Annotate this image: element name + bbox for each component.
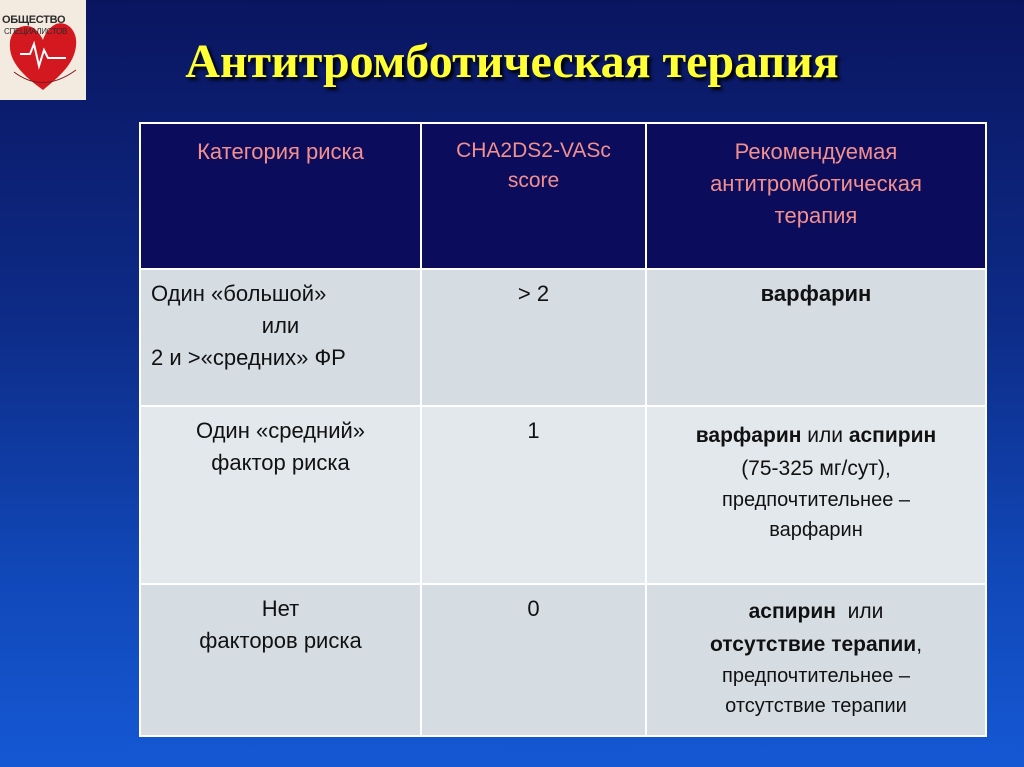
risk-line: 2 и >«средних» ФР [151,345,346,370]
header-score-line2: score [507,169,560,192]
header-therapy-line3: терапия [774,203,858,228]
therapy-preference-value: отсутствие терапии [725,695,907,717]
score-cell [421,269,646,406]
risk-category-cell [140,406,421,584]
therapy-options [647,419,985,452]
therapy-preference-value: варфарин [769,519,863,541]
risk-line: Один «средний» [195,418,366,443]
score-value: 0 [527,596,540,621]
logo-text-line1: ОБЩЕСТВО [2,14,66,26]
therapy-comma: , [916,633,923,656]
table-row [140,406,986,584]
score-value: > 2 [517,281,550,306]
therapy-none: отсутствие терапии [709,633,917,656]
header-risk-category-label: Категория риска [197,139,364,164]
therapy-cell [646,269,986,406]
table-row [140,269,986,406]
risk-line: факторов риска [199,628,362,653]
score-cell [421,406,646,584]
risk-category-cell [140,584,421,736]
therapy-drug: варфарин [760,281,872,306]
logo-text-line2: СПЕЦИАЛИСТОВ [4,27,68,36]
header-therapy [646,123,986,269]
therapy-or: или [801,424,849,447]
therapy-preference: предпочтительнее – [721,489,911,511]
therapy-drug: аспирин [848,424,937,447]
therapy-drug: аспирин [748,600,836,623]
therapy-cell [646,406,986,584]
header-score [421,123,646,269]
header-therapy-line1: Рекомендуемая [734,139,898,164]
score-cell [421,584,646,736]
therapy-or: или [835,600,884,623]
risk-line: Один «большой» [151,281,327,306]
therapy-dose: (75-325 мг/сут), [741,457,891,480]
therapy-options [647,595,985,628]
risk-line: Нет [261,596,300,621]
therapy-drug: варфарин [695,424,802,447]
risk-line: или [261,313,300,338]
risk-line: фактор риска [211,450,350,475]
risk-category-cell [140,269,421,406]
therapy-preference: предпочтительнее – [721,665,911,687]
header-score-line1: CHA2DS2-VASc [456,139,611,162]
therapy-cell [646,584,986,736]
header-therapy-line2: антитромботическая [710,171,922,196]
score-value: 1 [527,418,540,443]
therapy-table [139,122,987,737]
header-risk-category [140,123,421,269]
therapy-none-option [647,628,985,661]
table-row [140,584,986,736]
slide-title: Антитромботическая терапия [185,35,839,88]
table-header-row [140,123,986,269]
